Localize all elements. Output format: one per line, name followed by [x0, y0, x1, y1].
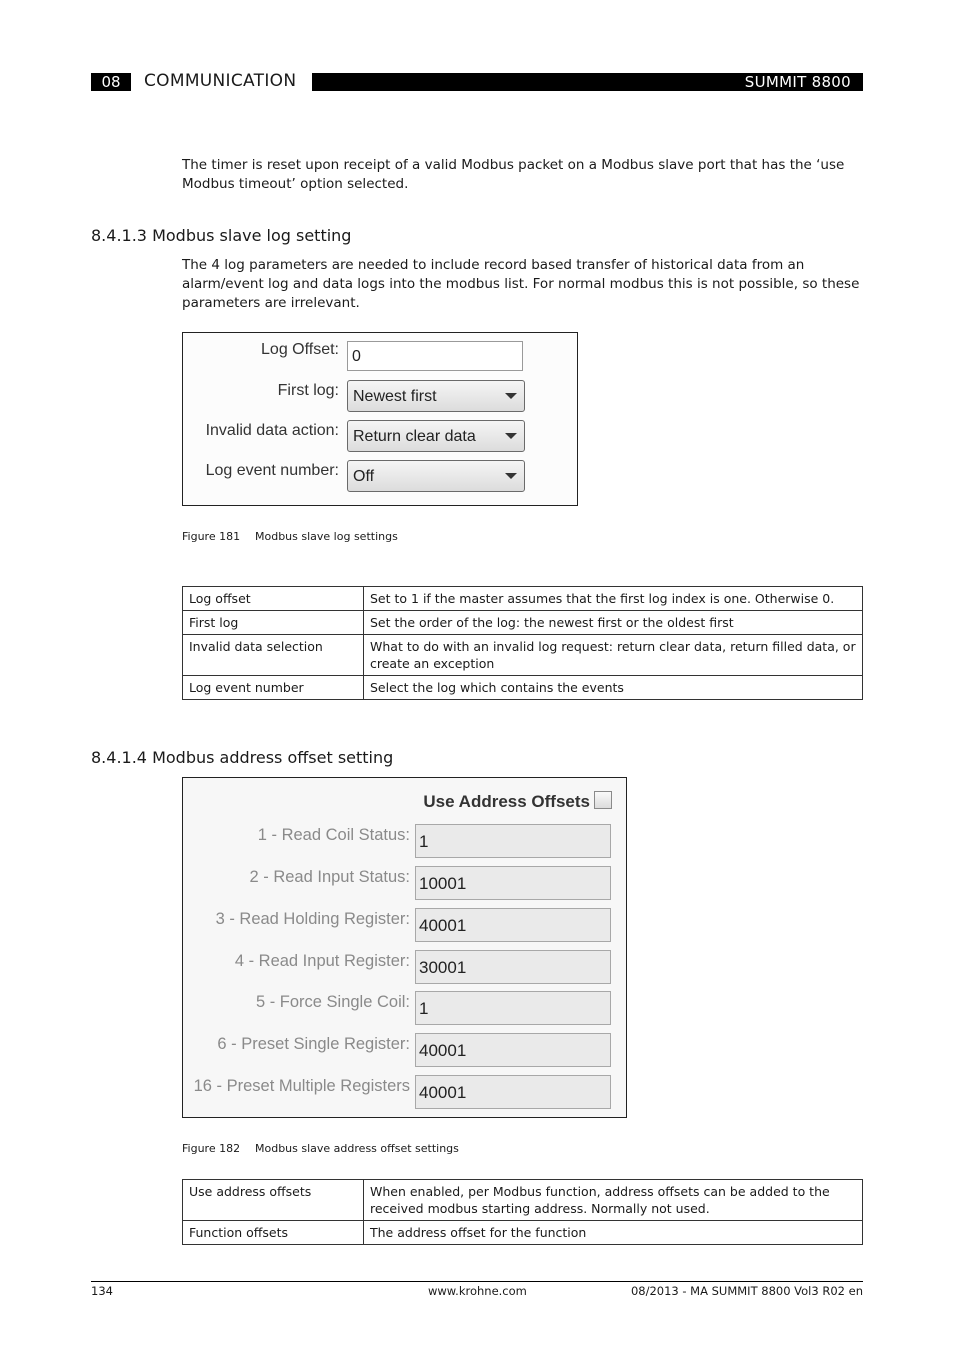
table-cell-name: Function offsets [183, 1221, 364, 1245]
table-row [183, 1180, 863, 1221]
use-address-offsets-label: Use Address Offsets [423, 792, 590, 811]
preset-single-register-label: 6 - Preset Single Register: [217, 1035, 410, 1053]
invalid-data-label: Invalid data action: [205, 422, 339, 439]
invalid-data-select[interactable] [347, 420, 525, 452]
header-bar [312, 73, 863, 91]
section-heading-log: 8.4.1.3 Modbus slave log setting [91, 226, 352, 245]
figure-label: Figure 181 [182, 530, 241, 543]
table-cell-name: First log [183, 611, 364, 635]
dropdown-arrow-icon [505, 473, 517, 479]
address-offset-panel [182, 777, 627, 1118]
use-address-offsets-checkbox[interactable] [594, 791, 612, 809]
log-event-select[interactable] [347, 460, 525, 492]
read-input-register-label: 4 - Read Input Register: [234, 952, 410, 970]
table-row [183, 635, 863, 676]
preset-single-register-input[interactable]: 40001 [415, 1033, 611, 1067]
log-offset-input[interactable]: 0 [347, 341, 523, 371]
table-row [183, 676, 863, 700]
footer-rule [91, 1281, 863, 1282]
table-row [183, 611, 863, 635]
table-cell-desc: The address offset for the function [364, 1221, 863, 1245]
read-coil-status-label: 1 - Read Coil Status: [257, 826, 410, 844]
log-event-value: Off [353, 468, 375, 485]
table-cell-desc: Set the order of the log: the newest first or the oldest first [364, 611, 863, 635]
preset-multiple-registers-input[interactable]: 40001 [415, 1075, 611, 1109]
chapter-title: COMMUNICATION [144, 71, 297, 91]
table-cell-desc: What to do with an invalid log request: return clear data, return filled data, or create an exception [364, 635, 863, 676]
dropdown-arrow-icon [505, 433, 517, 439]
page-number: 134 [91, 1284, 113, 1298]
read-coil-status-input[interactable]: 1 [415, 824, 611, 858]
table-cell-desc: When enabled, per Modbus function, address offsets can be added to the received modbus starting address. Normally not used. [364, 1180, 863, 1221]
table-row [183, 587, 863, 611]
log-offset-label: Log Offset: [261, 341, 339, 358]
force-single-coil-label: 5 - Force Single Coil: [255, 993, 410, 1011]
preset-multiple-registers-label: 16 - Preset Multiple Registers [193, 1077, 410, 1095]
product-name: SUMMIT 8800 [744, 73, 851, 91]
section-heading-offset: 8.4.1.4 Modbus address offset setting [91, 748, 394, 767]
table-cell-desc: Select the log which contains the events [364, 676, 863, 700]
read-input-register-input[interactable]: 30001 [415, 950, 611, 984]
table-cell-name: Log offset [183, 587, 364, 611]
log-settings-table [182, 586, 863, 700]
table-row [183, 1221, 863, 1245]
figure-caption-text: Modbus slave log settings [255, 530, 398, 543]
document-reference: 08/2013 - MA SUMMIT 8800 Vol3 R02 en [630, 1284, 863, 1298]
address-offset-table [182, 1179, 863, 1245]
log-event-label: Log event number: [205, 462, 339, 479]
force-single-coil-input[interactable]: 1 [415, 991, 611, 1025]
chapter-number: 08 [91, 73, 131, 91]
table-cell-name: Use address offsets [183, 1180, 364, 1221]
section-log-paragraph: The 4 log parameters are needed to include record based transfer of historical data from an alarm/event log and data logs into the modbus list. For normal modbus this is not possible, so these parameters are irrelevant. [182, 257, 860, 311]
dropdown-arrow-icon [505, 393, 517, 399]
table-cell-desc: Set to 1 if the master assumes that the first log index is one. Otherwise 0. [364, 587, 863, 611]
first-log-label: First log: [277, 382, 339, 399]
page-header [91, 73, 863, 91]
invalid-data-value: Return clear data [353, 428, 476, 445]
read-holding-register-input[interactable]: 40001 [415, 908, 611, 942]
first-log-select[interactable] [347, 380, 525, 412]
read-input-status-label: 2 - Read Input Status: [249, 868, 410, 886]
read-holding-register-label: 3 - Read Holding Register: [215, 910, 410, 928]
website-link[interactable]: www.krohne.com [428, 1284, 527, 1298]
log-settings-panel [182, 332, 578, 506]
figure-caption-182 [182, 1142, 459, 1156]
first-log-value: Newest first [353, 388, 437, 405]
figure-caption-text: Modbus slave address offset settings [255, 1142, 459, 1155]
figure-label: Figure 182 [182, 1142, 241, 1155]
read-input-status-input[interactable]: 10001 [415, 866, 611, 900]
table-cell-name: Invalid data selection [183, 635, 364, 676]
table-cell-name: Log event number [183, 676, 364, 700]
intro-paragraph: The timer is reset upon receipt of a valid Modbus packet on a Modbus slave port that has the ‘use Modbus timeout’ option selected. [182, 157, 845, 192]
figure-caption-181 [182, 530, 398, 544]
